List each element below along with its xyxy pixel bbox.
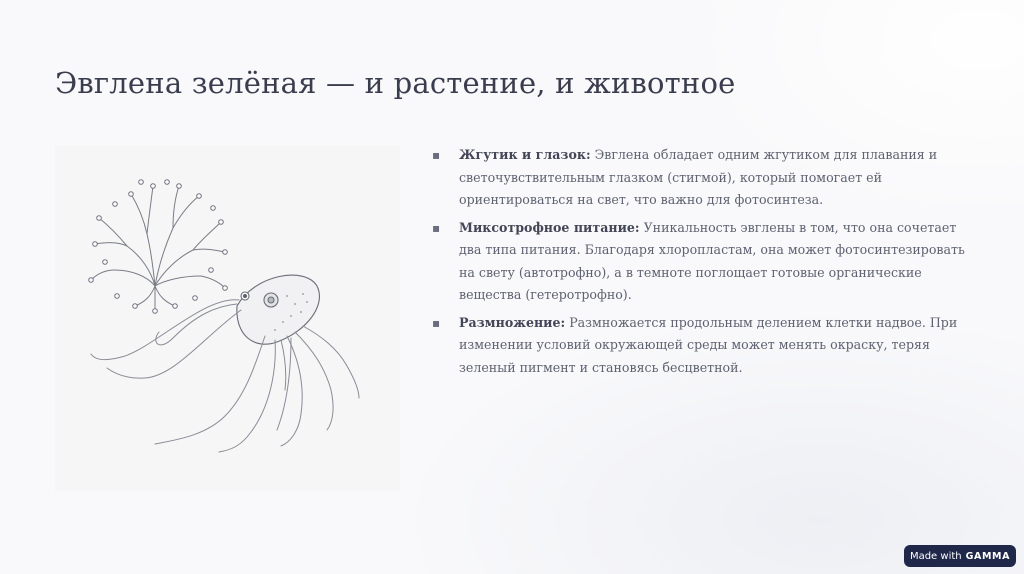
bullet-list: [432, 144, 977, 384]
bullet-text: Эвглена обладает одним жгутиком для плавания и светочувствительным глазком (стигмой), который помогает ей ориентироваться на свет, что важно для фотосинтеза.: [459, 147, 938, 207]
euglena-illustration-icon: [55, 146, 400, 491]
bullet-lead: Миксотрофное питание:: [459, 219, 640, 235]
badge-brand: GAMMA: [965, 550, 1011, 562]
bullet-item: [432, 312, 977, 380]
badge-prefix: Made with: [909, 550, 962, 562]
bullet-marker: ▪: [432, 315, 441, 330]
bullet-text: Уникальность эвглены в том, что она сочетает два типа питания. Благодаря хлоропластам, она может фотосинтезировать на свету (автотрофно), а в темноте поглощает готовые органические вещества (гетеротрофно).: [459, 219, 965, 302]
slide-title: Эвглена зелёная — и растение, и животное: [55, 66, 736, 100]
made-with-gamma-badge[interactable]: [904, 545, 1016, 567]
bullet-lead: Размножение:: [459, 314, 566, 330]
bullet-lead: Жгутик и глазок:: [459, 147, 591, 162]
bullet-marker: ▪: [432, 220, 441, 235]
bullet-text: Размножается продольным делением клетки надвое. При изменении условий окружающей среды может менять окраску, теряя зеленый пигмент и становясь бесцветной.: [459, 314, 958, 375]
bullet-item: [432, 217, 977, 307]
bullet-item: [432, 144, 977, 212]
bullet-marker: ▪: [432, 148, 441, 162]
